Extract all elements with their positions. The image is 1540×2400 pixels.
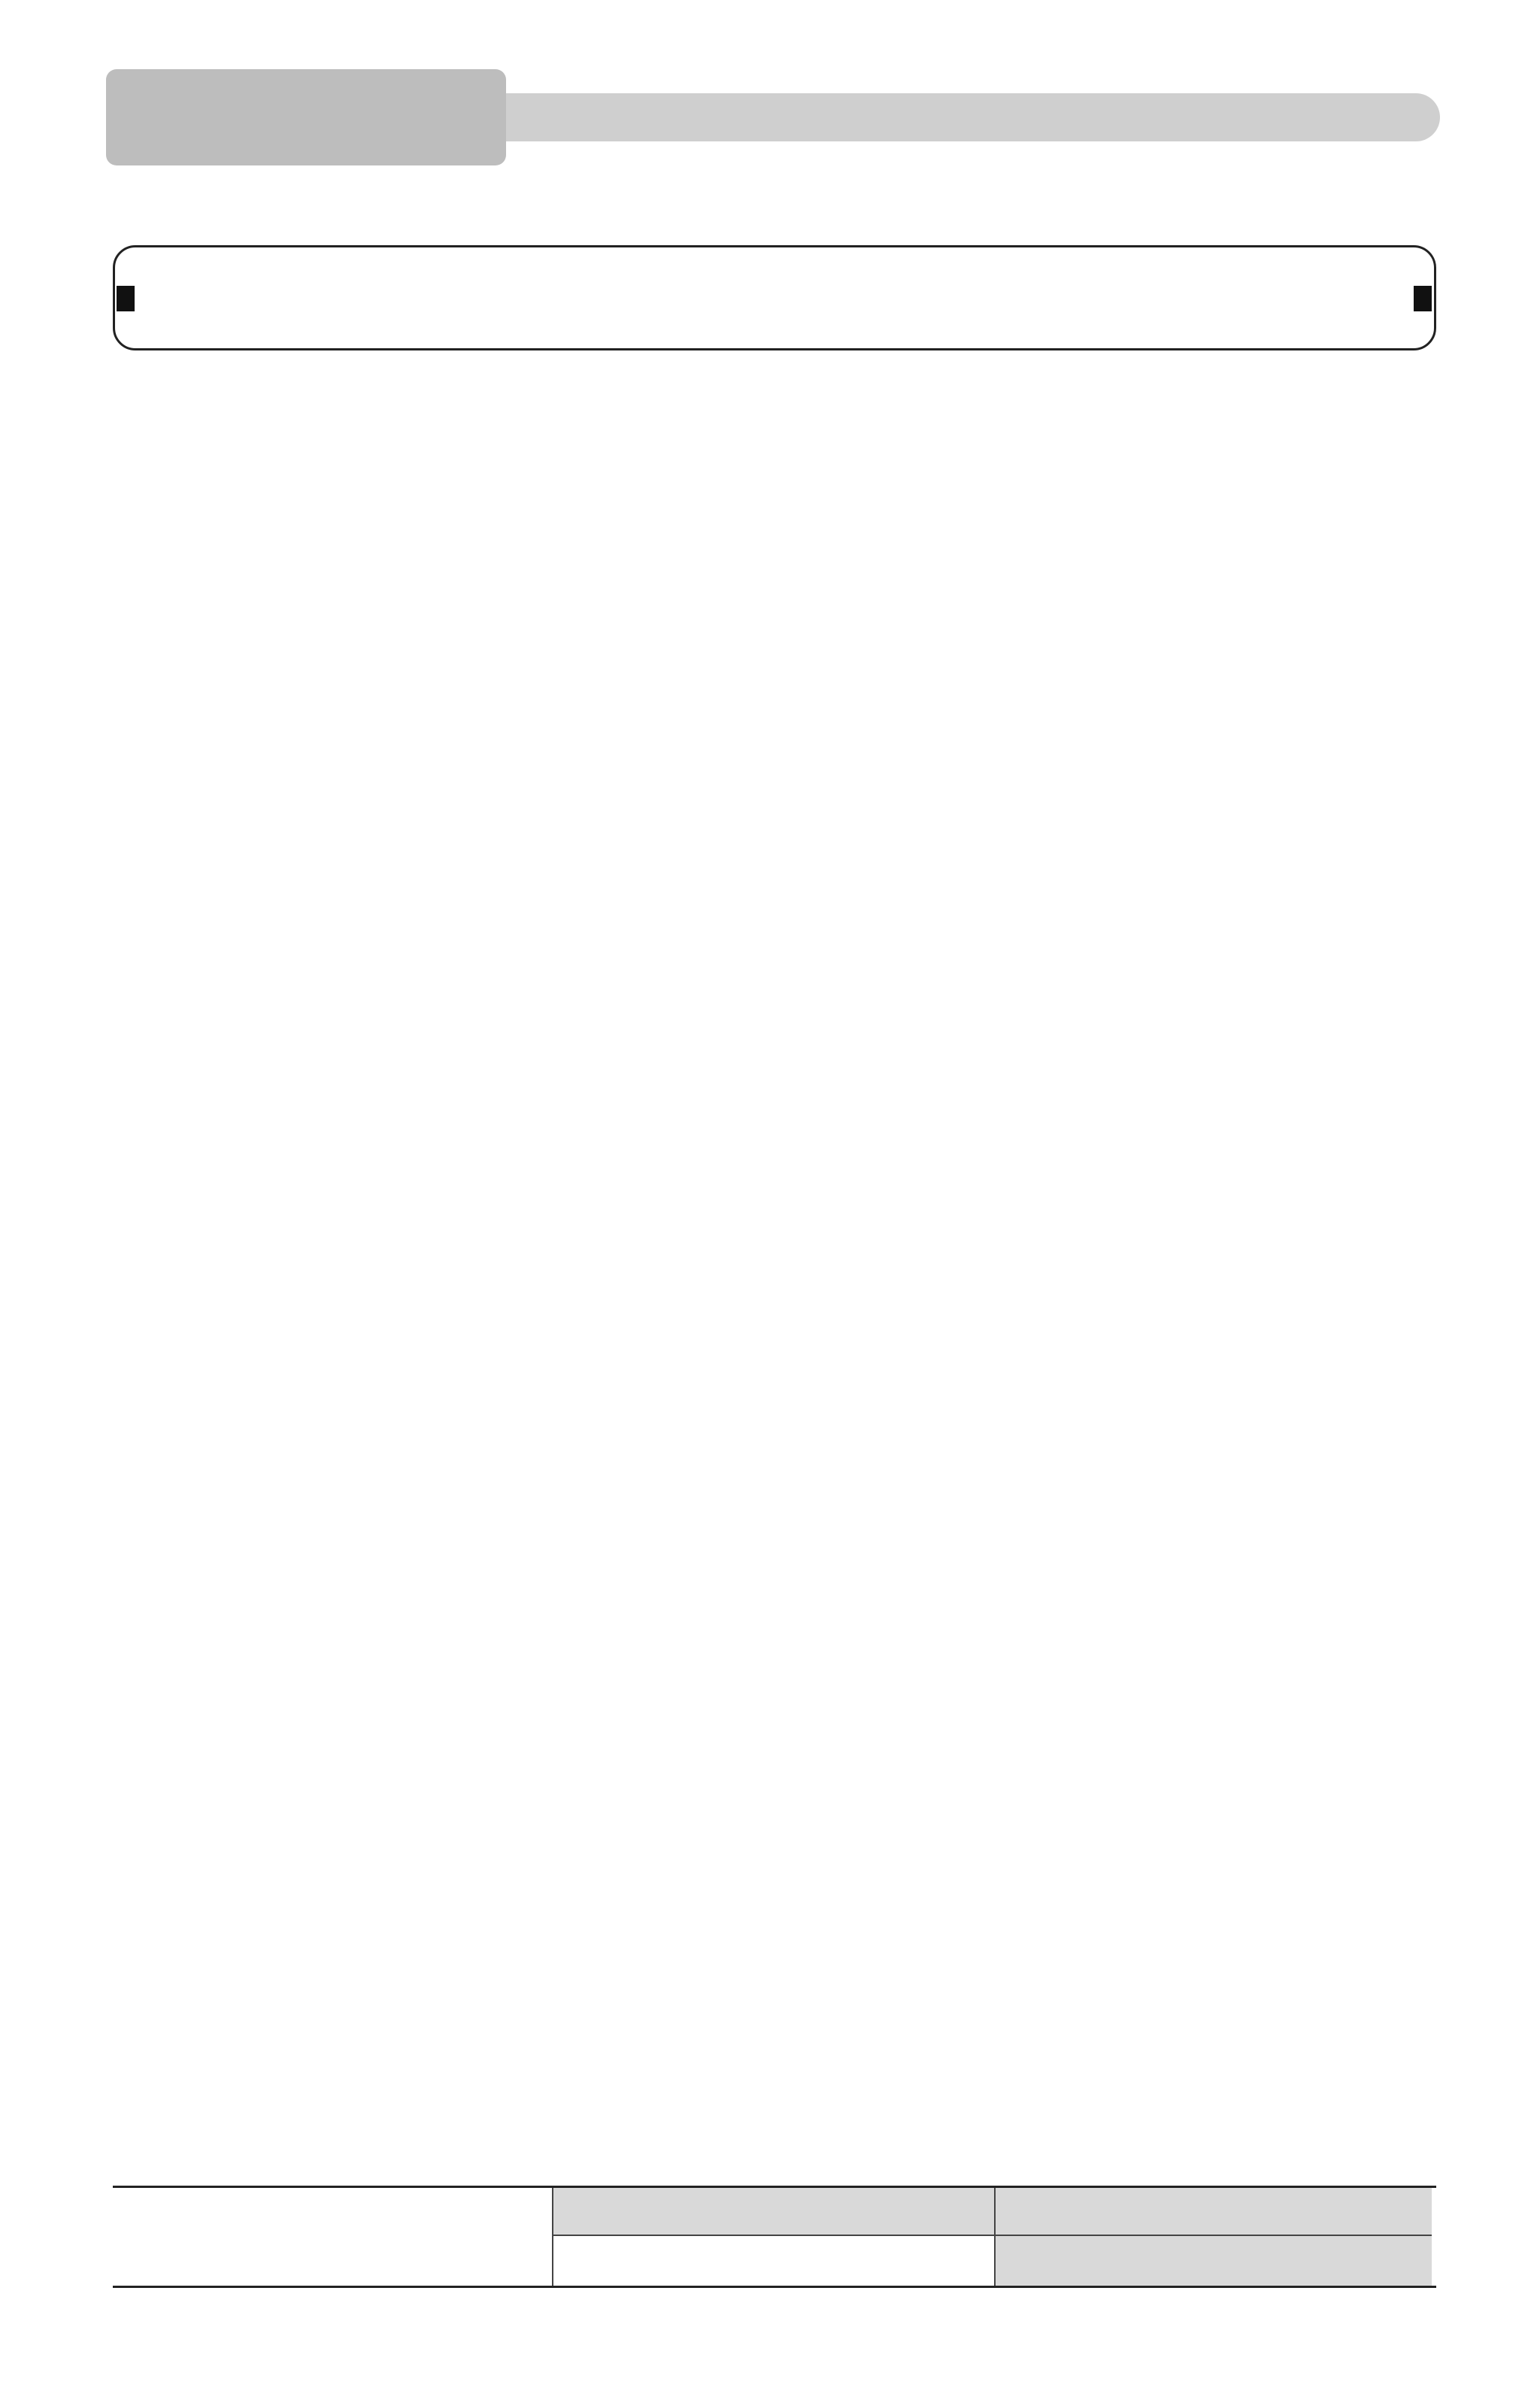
col2-header	[994, 2188, 1432, 2236]
next-week-table	[113, 2186, 1436, 2288]
col1-value	[552, 2236, 994, 2286]
service-host	[989, 274, 1018, 312]
service-times-box	[113, 245, 1436, 350]
next-week-heading	[113, 2188, 552, 2286]
page-title	[106, 69, 506, 165]
service-part3	[568, 277, 596, 311]
box-marker-right	[1414, 286, 1432, 311]
col1-header	[552, 2188, 994, 2236]
col2-value	[994, 2236, 1432, 2286]
service-part2	[203, 277, 232, 311]
box-marker-left	[117, 286, 135, 311]
title-bar	[496, 93, 1440, 141]
